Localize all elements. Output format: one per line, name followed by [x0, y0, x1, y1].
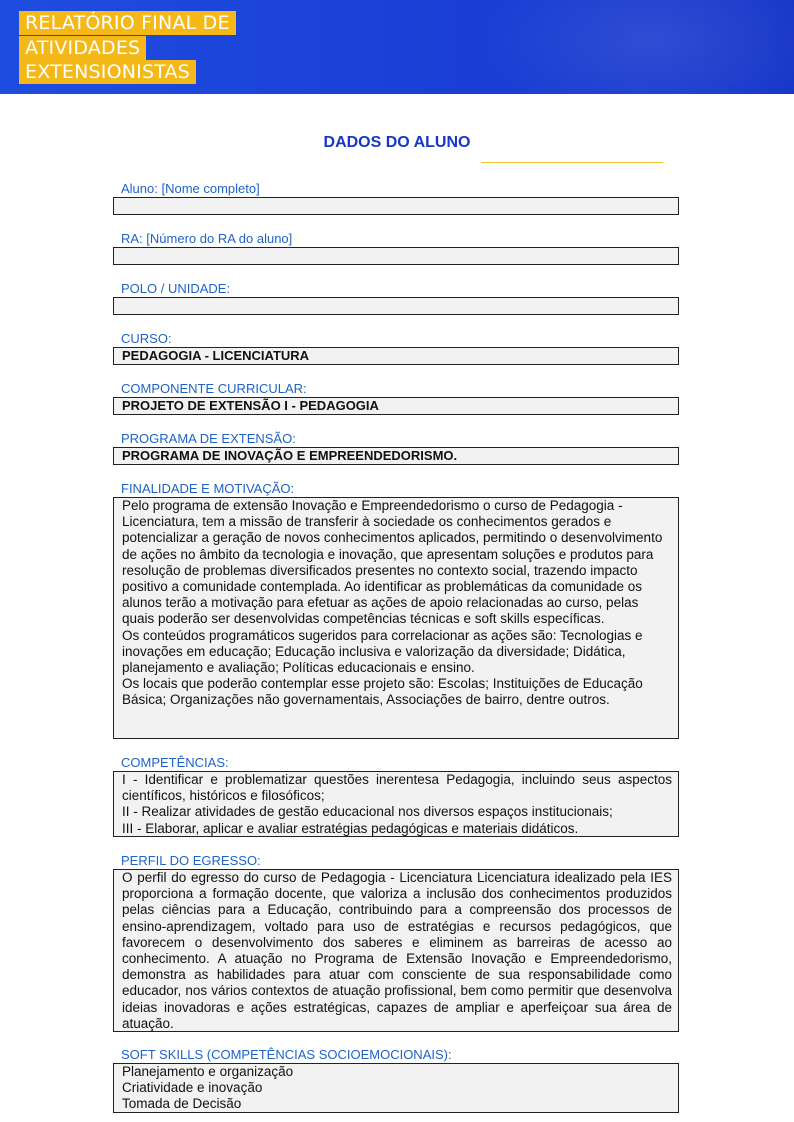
- polo-field[interactable]: [113, 297, 679, 315]
- section-title: DADOS DO ALUNO: [323, 134, 471, 151]
- aluno-field[interactable]: [113, 197, 679, 215]
- competencia-item: III - Elaborar, aplicar e avaliar estratégias pedagógicas e materiais didáticos.: [122, 820, 579, 836]
- finalidade-paragraph: Os conteúdos programáticos sugeridos para correlacionar as ações são: Tecnologias e inovações em educação; Educação inclusiva e valorização da diversidade; Didática, planejamento e avaliação; Políticas educacionais e ensino.: [122, 627, 643, 676]
- ra-label: RA: [Número do RA do aluno]: [121, 231, 293, 246]
- ra-field[interactable]: [113, 247, 679, 265]
- section-title-underline: [481, 162, 663, 163]
- finalidade-paragraph: Pelo programa de extensão Inovação e Empreendedorismo o curso de Pedagogia - Licenciatura, tem a missão de transferir à sociedade os conhecimentos gerados e potencializar a geração de novos conhecimentos aplicados, permitindo o desenvolvimento de ações no âmbito da tecnologia e inovação, que apresentam soluções e produtos para resolução de problemas diversificados presentes no contexto social, trazendo impacto positivo a comunidade contemplada. Ao identificar as problemáticas da comunidade os alunos terão a motivação para efetuar as ações de apoio relacionadas ao curso, pelas quais poderão ser desenvolvidas competências técnicas e soft skills específicas.: [122, 498, 663, 627]
- competencias-label: COMPETÊNCIAS:: [121, 755, 229, 770]
- finalidade-paragraph: Os locais que poderão contemplar esse projeto são: Escolas; Instituições de Educação Básica; Organizações não governamentais, Associações de bairro, dentre outros.: [122, 676, 643, 708]
- finalidade-label: FINALIDADE E MOTIVAÇÃO:: [121, 481, 295, 496]
- competencia-item: I - Identificar e problematizar questões inerentesa Pedagogia, incluindo seus aspectos científicos, históricos e filosóficos;: [122, 772, 672, 804]
- perfil-text: O perfil do egresso do curso de Pedagogia - Licenciatura Licenciatura idealizado pela IES proporciona a formação docente, que valoriza a inclusão dos conhecimentos produzidos pelas ciências para a Educação, contribuindo para a compreensão dos processos de ensino-aprendizagem, voltado para uso de estratégias e recursos pedagógicos, que favorecem o desenvolvimento dos saberes e eliminem as barreiras de acesso ao conhecimento. A atuação no Programa de Extensão Inovação e Empreendedorismo, demonstra as habilidades para atuar com consciente de sua responsabilidade como educador, nos vários contextos de atuação profissional, bem como permitir que desenvolva ideias inovadoras e ações estratégicas, capazes de ampliar e aperfeiçoar sua área de atuação.: [122, 870, 672, 1031]
- soft-skills-label: SOFT SKILLS (COMPETÊNCIAS SOCIOEMOCIONAIS):: [121, 1047, 452, 1062]
- soft-skill-item: Criatividade e inovação: [122, 1080, 263, 1096]
- perfil-field[interactable]: [113, 869, 679, 1032]
- curso-label: CURSO:: [121, 331, 172, 346]
- componente-label: COMPONENTE CURRICULAR:: [121, 381, 307, 396]
- soft-skills-field[interactable]: [113, 1063, 679, 1113]
- perfil-label: PERFIL DO EGRESSO:: [121, 853, 261, 868]
- banner-title-line-1: RELATÓRIO FINAL DE: [19, 11, 236, 35]
- banner-glow: [474, 0, 794, 94]
- componente-field[interactable]: PROJETO DE EXTENSÃO I - PEDAGOGIA: [113, 397, 679, 415]
- competencia-item: II - Realizar atividades de gestão educacional nos diversos espaços institucionais;: [122, 804, 613, 820]
- aluno-label: Aluno: [Nome completo]: [121, 181, 260, 196]
- soft-skill-item: Planejamento e organização: [122, 1064, 294, 1079]
- finalidade-field[interactable]: [113, 497, 679, 739]
- programa-label: PROGRAMA DE EXTENSÃO:: [121, 431, 296, 446]
- header-banner: [0, 0, 794, 94]
- competencias-field[interactable]: [113, 771, 679, 837]
- soft-skill-item: Tomada de Decisão: [122, 1096, 242, 1112]
- polo-label: POLO / UNIDADE:: [121, 281, 231, 296]
- curso-field[interactable]: PEDAGOGIA - LICENCIATURA: [113, 347, 679, 365]
- banner-title-line-2: ATIVIDADES: [19, 36, 146, 60]
- programa-field[interactable]: PROGRAMA DE INOVAÇÃO E EMPREENDEDORISMO.: [113, 447, 679, 465]
- banner-title-line-3: EXTENSIONISTAS: [19, 60, 196, 84]
